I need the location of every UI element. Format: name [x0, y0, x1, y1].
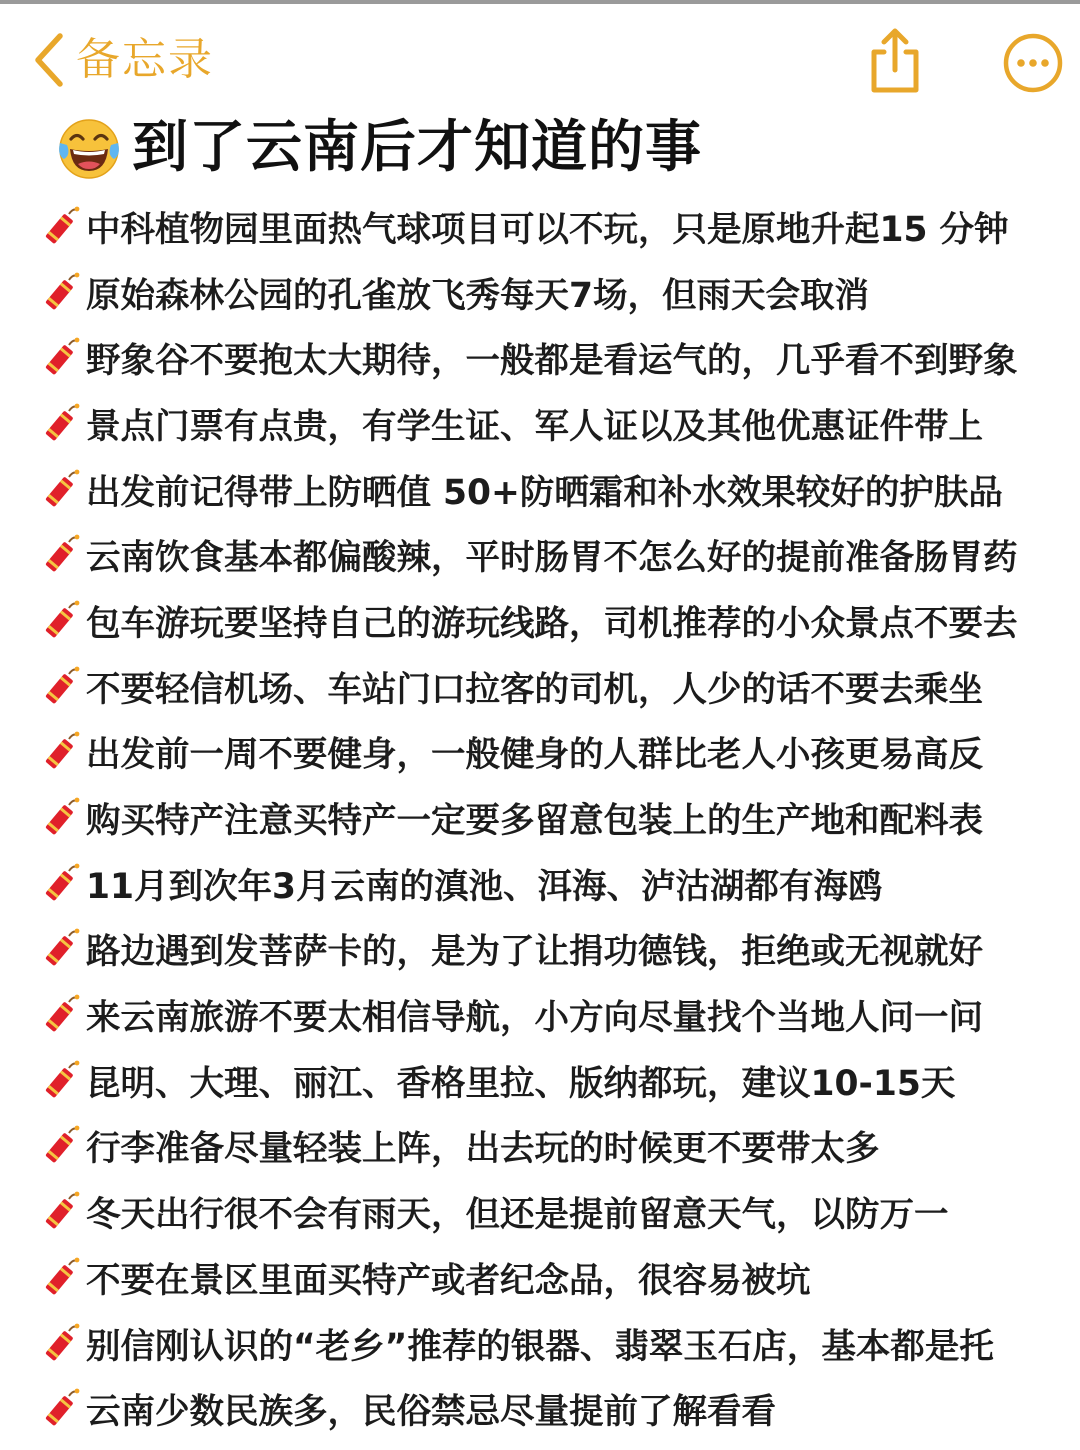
list-item	[40, 1244, 1076, 1310]
list-item-text: 11月到次年3月云南的滇池、洱海、泸沽湖都有海鸥	[86, 866, 883, 907]
list-item	[40, 1178, 1076, 1244]
firecracker-icon	[40, 1255, 80, 1299]
list-item-text: 不要轻信机场、车站门口拉客的司机，人少的话不要去乘坐	[86, 669, 983, 710]
list-item	[40, 850, 1076, 916]
list-item	[40, 324, 1076, 390]
list-item	[40, 719, 1076, 785]
list-item	[40, 981, 1076, 1047]
list-item-text: 路边遇到发菩萨卡的，是为了让捐功德钱，拒绝或无视就好	[86, 932, 983, 973]
firecracker-icon	[40, 598, 80, 642]
firecracker-icon	[40, 664, 80, 708]
list-item	[40, 456, 1076, 522]
list-item	[40, 916, 1076, 982]
firecracker-icon	[40, 335, 80, 379]
list-item-text: 景点门票有点贵，有学生证、军人证以及其他优惠证件带上	[86, 406, 983, 447]
note-title-text: 到了云南后才知道的事	[132, 115, 702, 180]
firecracker-icon	[40, 861, 80, 905]
note-title	[56, 112, 702, 184]
firecracker-icon	[40, 1321, 80, 1365]
firecracker-icon	[40, 729, 80, 773]
firecracker-icon	[40, 532, 80, 576]
back-label: 备忘录	[76, 34, 214, 85]
list-item-text: 云南饮食基本都偏酸辣，平时肠胃不怎么好的提前准备肠胃药	[86, 538, 1018, 579]
firecracker-icon	[40, 401, 80, 445]
more-options-button[interactable]	[1002, 32, 1064, 94]
list-item-text: 冬天出行很不会有雨天，但还是提前留意天气，以防万一	[86, 1195, 949, 1236]
list-item-text: 中科植物园里面热气球项目可以不玩，只是原地升起15 分钟	[86, 209, 1009, 250]
list-item-text: 云南少数民族多，民俗禁忌尽量提前了解看看	[86, 1392, 776, 1433]
list-item	[40, 1375, 1076, 1441]
navigation-bar	[0, 4, 1080, 112]
list-item-text: 原始森林公园的孔雀放飞秀每天7场，但雨天会取消	[86, 275, 870, 316]
list-item	[40, 784, 1076, 850]
share-button[interactable]	[864, 26, 926, 96]
list-item-text: 别信刚认识的“老乡”推荐的银器、翡翠玉石店，基本都是托	[86, 1326, 994, 1367]
chevron-left-icon	[28, 28, 72, 92]
firecracker-icon	[40, 926, 80, 970]
back-button[interactable]	[28, 28, 214, 92]
list-item	[40, 1047, 1076, 1113]
firecracker-icon	[40, 795, 80, 839]
firecracker-icon	[40, 270, 80, 314]
firecracker-icon	[40, 1189, 80, 1233]
list-item-text: 出发前记得带上防晒值 50+防晒霜和补水效果较好的护肤品	[86, 472, 1003, 513]
list-item	[40, 259, 1076, 325]
firecracker-icon	[40, 204, 80, 248]
firecracker-icon	[40, 1123, 80, 1167]
list-item	[40, 653, 1076, 719]
list-item-text: 不要在景区里面买特产或者纪念品，很容易被坑	[86, 1260, 811, 1301]
list-item-text: 昆明、大理、丽江、香格里拉、版纳都玩，建议10-15天	[86, 1063, 956, 1104]
firecracker-icon	[40, 1058, 80, 1102]
list-item	[40, 193, 1076, 259]
list-item	[40, 521, 1076, 587]
firecracker-icon	[40, 992, 80, 1036]
list-item-text: 包车游玩要坚持自己的游玩线路，司机推荐的小众景点不要去	[86, 603, 1018, 644]
list-item-text: 野象谷不要抱太大期待，一般都是看运气的，几乎看不到野象	[86, 341, 1018, 382]
share-icon	[864, 26, 926, 96]
firecracker-icon	[40, 467, 80, 511]
list-item	[40, 1310, 1076, 1376]
laughing-crying-emoji-icon	[56, 115, 122, 181]
list-item	[40, 1113, 1076, 1179]
more-options-icon	[1002, 32, 1064, 94]
note-item-list	[40, 193, 1076, 1441]
firecracker-icon	[40, 1386, 80, 1430]
list-item	[40, 587, 1076, 653]
list-item-text: 出发前一周不要健身，一般健身的人群比老人小孩更易高反	[86, 735, 983, 776]
list-item-text: 来云南旅游不要太相信导航，小方向尽量找个当地人问一问	[86, 998, 983, 1039]
list-item	[40, 390, 1076, 456]
list-item-text: 行李准备尽量轻装上阵，出去玩的时候更不要带太多	[86, 1129, 880, 1170]
list-item-text: 购买特产注意买特产一定要多留意包装上的生产地和配料表	[86, 801, 983, 842]
